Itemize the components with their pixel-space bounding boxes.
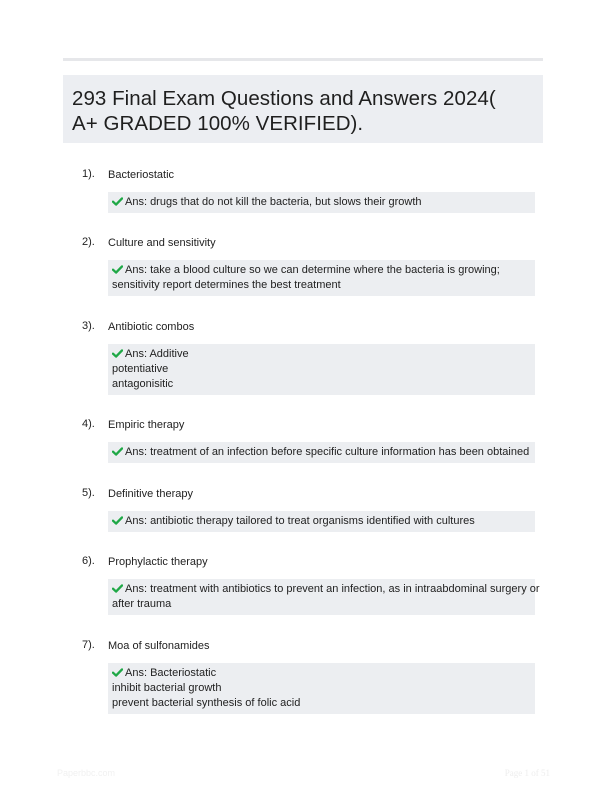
answer-line: Ans: Bacteriostatic [112, 666, 531, 681]
question-number: 1). [82, 168, 95, 180]
question-text: Bacteriostatic [108, 169, 175, 181]
question-text: Empiric therapy [108, 419, 185, 431]
answer-box [108, 192, 535, 213]
check-icon [112, 584, 123, 593]
answer-line: sensitivity report determines the best treatment [112, 279, 341, 291]
answer-line: after trauma [112, 598, 172, 610]
question-number: 6). [82, 555, 95, 567]
answer-line: inhibit bacterial growth [112, 682, 222, 694]
answer-line: prevent bacterial synthesis of folic acid [112, 697, 301, 709]
question-text: Moa of sulfonamides [108, 640, 210, 652]
answer-box [108, 344, 535, 395]
answer-box [108, 260, 535, 296]
question-text: Prophylactic therapy [108, 556, 208, 568]
question-number: 4). [82, 418, 95, 430]
page-number: Page 1 of 51 [504, 768, 550, 778]
answer-box [108, 663, 535, 714]
question-number: 2). [82, 236, 95, 248]
page-title-line-1: 293 Final Exam Questions and Answers 2024( [72, 87, 496, 110]
answer-box [108, 442, 535, 463]
question-number: 7). [82, 639, 95, 651]
answer-line: Ans: treatment of an infection before specific culture information has been obtained [112, 445, 531, 460]
answer-line: Ans: take a blood culture so we can determine where the bacteria is growing; [112, 263, 531, 278]
answer-box [108, 511, 535, 532]
footer-watermark: Paperbbc.com [57, 768, 116, 778]
answer-line: Ans: drugs that do not kill the bacteria, but slows their growth [112, 195, 531, 210]
check-icon [112, 349, 123, 358]
page-title-line-2: A+ GRADED 100% VERIFIED). [72, 112, 364, 135]
answer-line: Ans: treatment with antibiotics to prevent an infection, as in intraabdominal surgery or [112, 582, 531, 597]
page-title [72, 86, 533, 136]
answer-line: Ans: Additive [112, 347, 531, 362]
check-icon [112, 197, 123, 206]
check-icon [112, 447, 123, 456]
top-divider [63, 58, 543, 61]
answer-line: antagonisitic [112, 378, 174, 390]
check-icon [112, 265, 123, 274]
question-text: Antibiotic combos [108, 321, 195, 333]
question-text: Culture and sensitivity [108, 237, 216, 249]
question-number: 3). [82, 320, 95, 332]
answer-line: potentiative [112, 363, 169, 375]
answer-box [108, 579, 540, 615]
check-icon [112, 516, 123, 525]
question-number: 5). [82, 487, 95, 499]
title-banner [63, 75, 543, 143]
check-icon [112, 668, 123, 677]
answer-line: Ans: antibiotic therapy tailored to treat organisms identified with cultures [112, 514, 531, 529]
question-text: Definitive therapy [108, 488, 193, 500]
